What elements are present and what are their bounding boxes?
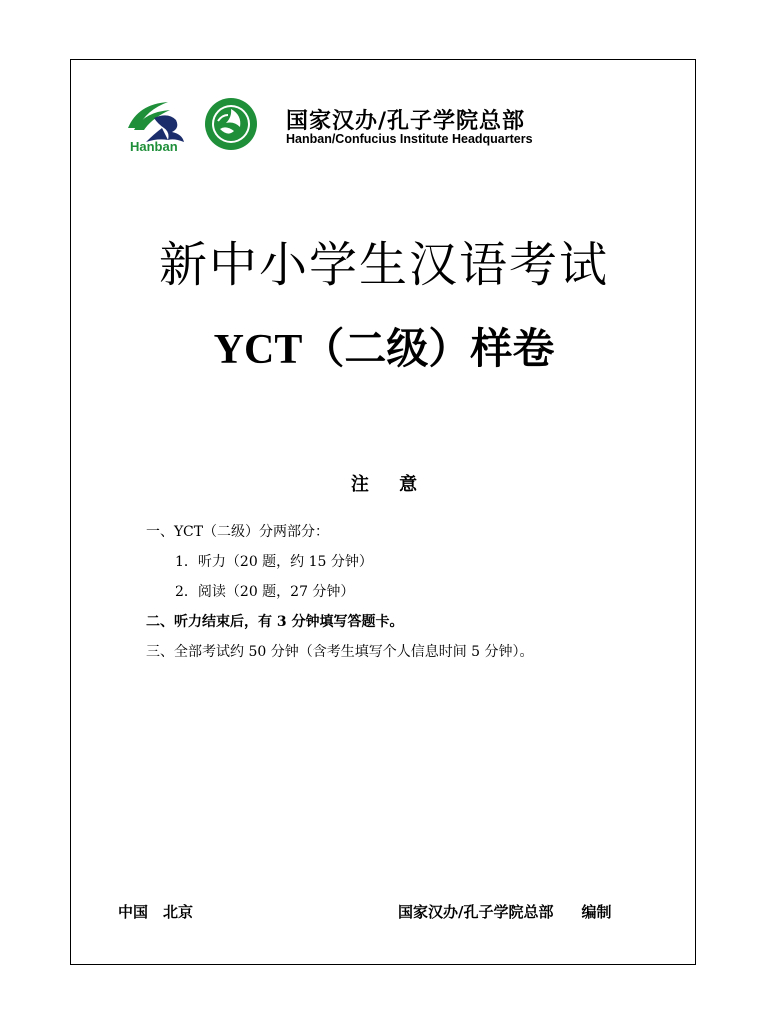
organization-name-english: Hanban/Confucius Institute Headquarters xyxy=(286,132,533,146)
footer-publisher: 国家汉办/孔子学院总部 xyxy=(398,903,554,921)
footer-publisher-line xyxy=(398,901,612,922)
notice-subitem-listening: 1．听力（20 题，约 15 分钟） xyxy=(175,554,373,570)
notice-item-2: 二、听力结束后，有 3 分钟填写答题卡。 xyxy=(146,614,404,630)
page-border xyxy=(70,59,696,965)
exam-title: 新中小学生汉语考试 xyxy=(158,237,609,293)
notice-item-1: 一、YCT（二级）分两部分： xyxy=(146,524,330,540)
confucius-institute-logo xyxy=(204,97,258,151)
notice-item-3: 三、全部考试约 50 分钟（含考生填写个人信息时间 5 分钟）。 xyxy=(146,644,534,660)
hanban-logo-text: Hanban xyxy=(130,139,178,154)
footer-compiled: 编制 xyxy=(581,903,612,921)
hanban-logo xyxy=(124,98,194,154)
notice-heading: 注 意 xyxy=(350,474,418,495)
organization-name-chinese: 国家汉办/孔子学院总部 xyxy=(286,109,526,134)
notice-list xyxy=(146,517,666,667)
footer-location: 中国 北京 xyxy=(118,903,194,921)
exam-subtitle: YCT（二级）样卷 xyxy=(213,327,555,373)
notice-subitem-reading: 2．阅读（20 题，27 分钟） xyxy=(175,584,355,600)
